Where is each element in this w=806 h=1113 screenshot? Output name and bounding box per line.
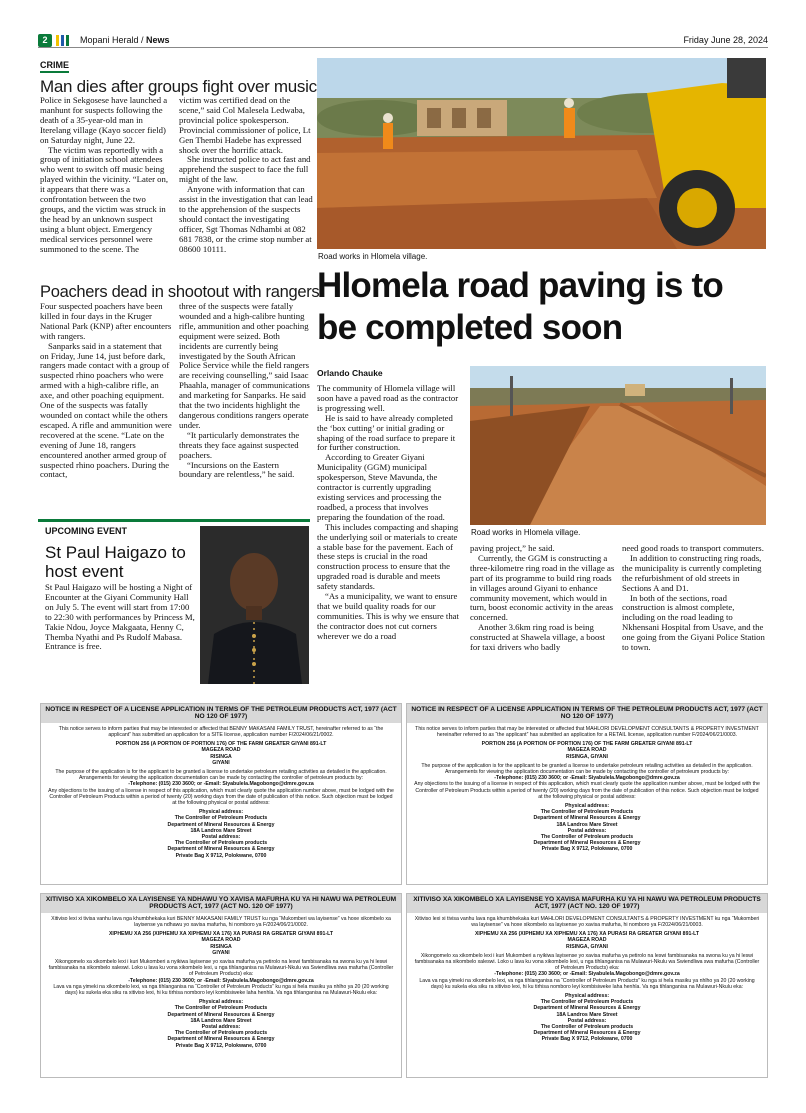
- paragraph: need good roads to transport commuters.: [622, 543, 764, 553]
- address-line: The Controller of Petroleum products: [540, 834, 634, 841]
- upcoming-event-text: St Paul Haigazo will be hosting a Night of Encounter at the Giyani Community Hall on July 5. The event will start from 17:00 to 22:30 with performances by Princess M, Takie Ndou, Joyce Makgaata, Henny C, Themba Nyathi and Ps Rudolf Mabasa. Entrance is free.: [45, 582, 195, 652]
- event-host-portrait: [200, 526, 309, 684]
- site-line: RISINGA, GIYANI: [566, 943, 608, 950]
- paragraph: She instructed police to act fast and apprehend the suspect to face the full might of the law.: [179, 154, 311, 185]
- address-line: The Controller of Petroleum Products: [540, 809, 634, 816]
- notice-contact: -Telephone: (015) 230 3600; or -Email: Siyabulela.Magobongo@dmre.gov.za: [128, 781, 314, 788]
- upcoming-event-box: [38, 519, 310, 684]
- main-column-b: [470, 544, 615, 653]
- notice-objection: Any objections to the issuing of a license in respect of this application, which must clearly quote the application number above, must be lodged with the Controller of Petroleum Products within a period of twenty (20) working days from the date of publication of this notice. Such objection must be lodged at the following physical or postal address:: [48, 787, 394, 807]
- address-line: Physical address:: [564, 803, 610, 810]
- story2-headline: Poachers dead in shootout with rangers: [40, 283, 320, 301]
- site-line: MAGEZA ROAD: [567, 937, 607, 944]
- notice-purpose: The purpose of the application is for the applicant to be granted a license to undertake petroleum retailing activities as detailed in the application. Arrangements for viewing the application documentation can be made by contacting the controller of petroleum products by:: [421, 762, 753, 776]
- section-name: News: [146, 35, 170, 45]
- address-line: Department of Mineral Resources & Energy: [533, 1030, 641, 1037]
- notice-intro: Xitiviso lexi xi tivisa vanhu lava nga khumbhekaka kuri MAHLORI DEVELOPMENT CONSULTANTS & PROPERTY INVESTMENT ku nga “Mukomberi wa layisense” va hoxe xikombelo xa layisense yo xavisa mafurha, hi nomboro ya F/2024/06/21/0003.: [414, 915, 760, 929]
- address-line: Physical address:: [198, 809, 244, 816]
- notice-address: [47, 809, 395, 859]
- notice-intro: This notice serves to inform parties that may be interested or affected that MAHLORI DEVELOPMENT CONSULTANTS & PROPERTY INVESTMENT hereinafter referred to as “the applicant” has submitted an application for a RETAIL license, application number F/2024/06/21/0003.: [415, 725, 759, 739]
- license-notice-2: [406, 703, 768, 885]
- address-line: Department of Mineral Resources & Energy: [167, 1011, 275, 1018]
- address-line: Private Bag X 9712, Polokwane, 0700: [175, 1042, 267, 1049]
- paragraph: Four suspected poachers have been killed in four days in the Kruger National Park (KNP) after encounters with rangers.: [40, 301, 172, 341]
- site-line: GIYANI: [212, 759, 230, 766]
- notice-objection: Lava va nga yimeki na xikombelo lexi, va nga tihlanganisa na “Controller of Petroleum Products” ku nga si hela masiku ya nhlho ya 20 (20 working days) ku sukela eka siku ra xitiviso lexi, hi ku tirhisa nomboro leyi kombisiweke laha henhla. Va nga tihlanganisa na Mulawuri-Nkulu eka:: [53, 983, 389, 997]
- site-line: RISINGA, GIYANI: [566, 753, 608, 760]
- notice-purpose: Xikongomelo xa xikombelo lexi i kuri Mukomberi a nyikiwa layisense yo xavisa mafurha ya petirolo na leswi fambisanaka na swona ku ya hi leswi fambisanaka na xikombelo xaleswi. Loko u lava ku vona xikombelo lexi, u nga tihlanganisa na Mulawuri-Nkulu wa Swiendliwa swa mafurha (Controller of Petroleum Products) eka:: [414, 952, 760, 972]
- address-line: Physical address:: [198, 999, 244, 1006]
- paragraph: Currently, the GGM is constructing a three-kilometre ring road in the village as part of its programme to build ring roads in villages around Giyani to enhance community movement, which would in turn, boost economic activity in the areas concerned.: [470, 552, 615, 623]
- paragraph: Police in Sekgosese have launched a manhunt for suspects following the death of a 35-year-old man in Iterelang village (Kayo soccer field) on Saturday night, June 22.: [40, 95, 168, 145]
- paragraph: three of the suspects were fatally wounded and a high-calibre hunting rifle, ammunition and other poaching equipment were seized. Both incidents are currently being investigated by the South African Police Service while the field rangers are receiving counselling,” said Isaac Phaahla, manager of communications and marketing for Sanparks. He said that the two incidents highlight the dangerous conditions rangers operate under.: [179, 301, 310, 430]
- notice-contact: -Telephone: (015) 230 3600; or -Email: Siyabulela.Magobongo@dmre.gov.za: [494, 971, 680, 978]
- photo2-caption: Road works in Hlomela village.: [471, 528, 581, 537]
- story1-column-2: [179, 96, 313, 255]
- paragraph: This includes compacting and shaping the underlying soil or materials to create a stable base for the pavement. Each of these steps is crucial in the road construction process to ensure that the upgraded road is durable and meets safety standards.: [317, 521, 459, 592]
- notice-address: [47, 999, 395, 1049]
- address-line: Private Bag X 9712, Polokwane, 0700: [541, 846, 633, 853]
- site-line: RISINGA: [210, 943, 232, 950]
- address-line: 18A Landros Mare Street: [190, 827, 252, 834]
- address-line: The Controller of Petroleum products: [540, 1024, 634, 1031]
- paragraph: Anyone with information that can assist in the investigation that can lead to the apprehension of the suspects should contact the investigating officer, Sgt Thomas Ndhambi at 082 681 7838, or the crime stop number at 08600 10111.: [179, 184, 313, 254]
- site-line: MAGEZA ROAD: [201, 937, 241, 944]
- notice-objection: Lava va nga yimeki na xikombelo lexi, va nga tihlanganisa na “Controller of Petroleum Products” ku nga si hela masiku ya nhlho ya 20 (20 working days) ku sukela eka siku ra xitiviso lexi, hi ku tirhisa nomboro leyi kombisiweke laha henhla. Va nga tihlanganisa na Mulawuri-Nkulu eka:: [419, 977, 755, 990]
- notice-site: [413, 741, 761, 760]
- address-line: Postal address:: [567, 827, 607, 834]
- address-line: Department of Mineral Resources & Energy: [533, 815, 641, 822]
- notice-address: [413, 803, 761, 853]
- notice-site: [47, 931, 395, 956]
- paragraph: According to Greater Giyani Municipality (GGM) municipal spokesperson, Steve Mavunda, the contractor is currently upgrading existing services and processing the roadbed, a process that involves preparing the foundation of the road.: [317, 452, 445, 522]
- address-line: Department of Mineral Resources & Energy: [167, 846, 275, 853]
- address-line: The Controller of Petroleum Products: [540, 999, 634, 1006]
- masthead: Mopani Herald / News: [80, 35, 170, 45]
- notice-title: XITIVISO XA XIKOMBELO XA LAYISENSE YA NDHAWU YO XAVISA MAFURHA KU YA HI NAWU WA PETROLEUM PRODUCTS ACT, 1977 (ACT NO. 120 OF 1977): [41, 894, 401, 913]
- paragraph: In both of the sections, road construction is almost complete, including on the road leading to Nkhensani Hospital from Usave, and the one going from the Giyani Police Station to town.: [622, 592, 765, 653]
- byline: Orlando Chauke: [317, 368, 383, 378]
- paragraph: Sanparks said in a statement that on Friday, June 14, just before dark, rangers made contact with a group of suspected rhino poachers who were armed with a high-calibre rifle, an axe, and other poaching equipment. One of the suspects was fatally wounded on contact while the others escaped. A rifle and ammunition were recovered at the scene. “Late on the evening of June 18, rangers encountered another armed group of suspected rhino poachers. During the contact,: [40, 340, 172, 480]
- notice-title: NOTICE IN RESPECT OF A LICENSE APPLICATION IN TERMS OF THE PETROLEUM PRODUCTS ACT, 1977 (ACT NO 120 OF 1977): [407, 704, 767, 723]
- site-line: PORTION 256 (A PORTION OF PORTION 176) OF THE FARM GREATER GIYANI 891-LT: [115, 741, 327, 748]
- site-line: GIYANI: [212, 949, 230, 956]
- site-line: PORTION 256 (A PORTION OF PORTION 176) OF THE FARM GREATER GIYANI 891-LT: [481, 741, 693, 748]
- notice-purpose: The purpose of the application is for the applicant to be granted a license to undertake petroleum retailing activities as detailed in the application. Arrangements for viewing the application documentation can be made by contacting the controller of petroleum products by:: [55, 769, 387, 782]
- paragraph: “As a municipality, we want to ensure that we build quality roads for our communities. This is why we ensure that the contractor does not cut corners wherever we do a road: [317, 591, 459, 641]
- story1-column-1: [40, 96, 172, 255]
- upcoming-event-tag: UPCOMING EVENT: [45, 526, 128, 536]
- license-notice-3: [40, 893, 402, 1078]
- paper-name: Mopani Herald: [80, 35, 139, 45]
- paragraph: The victim was reportedly with a group of initiation school attendees who went to switch off music being played within the vicinity. “Later on, it appears that there was a confrontation between the two groups, and the victim was struck in the head by an unknown suspect using a blunt object. Emergency medical services personnel were summoned to the scene. The: [40, 144, 169, 254]
- site-line: XIPHEMU XA 256 (XIPHEMU XA XIPHEMU XA 176) XA PURASI RA GREATER GIYANI 891-LT: [108, 931, 334, 938]
- address-line: 18A Landros Mare Street: [556, 1011, 618, 1018]
- flag-green-stripe: [66, 35, 69, 46]
- main-column-c: [622, 544, 768, 653]
- address-line: The Controller of Petroleum Products: [174, 1005, 268, 1012]
- flag-yellow-stripe: [56, 35, 59, 46]
- address-line: 18A Landros Mare Street: [556, 821, 618, 828]
- address-line: Department of Mineral Resources & Energy: [533, 840, 641, 847]
- address-line: Department of Mineral Resources & Energy: [167, 1036, 275, 1043]
- address-line: The Controller of Petroleum Products: [174, 815, 268, 822]
- issue-date: Friday June 28, 2024: [683, 35, 768, 45]
- portrait-illustration: [200, 526, 309, 684]
- main-headline: Hlomela road paving is to be completed soon: [317, 266, 723, 347]
- page-number: 2: [38, 34, 52, 47]
- paragraph: “It particularly demonstrates the threats they face against suspected poachers.: [179, 429, 300, 460]
- crime-section-tag: CRIME: [40, 60, 69, 73]
- notice-address: [413, 993, 761, 1043]
- address-line: The Controller of Petroleum products: [174, 840, 268, 847]
- road-surface-illustration: [470, 366, 766, 525]
- notice-site: [47, 741, 395, 766]
- paragraph: The community of Hlomela village will soon have a paved road as the contractor is progressing well.: [317, 383, 459, 413]
- site-line: MAGEZA ROAD: [201, 747, 241, 754]
- page-header: [38, 34, 768, 48]
- license-notice-1: [40, 703, 402, 885]
- paragraph: victim was certified dead on the scene,” said Col Malesela Ledwaba, provincial police spokesperson. Provincial commissioner of police, Lt Gen Thembi Hadebe has expressed shock over the horrific attack.: [179, 95, 311, 155]
- notice-intro: This notice serves to inform parties that may be interested or affected that BENNY MAKASANI FAMILY TRUST, hereinafter referred to as “the applicant” has submitted an application for a SITE license, application number F/2024/06/21/0002.: [58, 725, 384, 739]
- paragraph: “Incursions on the Eastern boundary are relentless,” he said.: [179, 459, 295, 480]
- address-line: Postal address:: [201, 834, 241, 841]
- address-line: Private Bag X 9712, Polokwane, 0700: [175, 852, 267, 859]
- flag-blue-stripe: [61, 35, 64, 46]
- paragraph: Another 3.6km ring road is being constructed at Shawela village, a boost for taxi drivers who badly: [470, 622, 606, 653]
- road-works-photo-1: [317, 58, 766, 249]
- site-line: XIPHEMU XA 256 (XIPHEMU XA XIPHEMU XA 176) XA PURASI RA GREATER GIYANI 891-LT: [474, 931, 700, 938]
- address-line: Department of Mineral Resources & Energy: [167, 821, 275, 828]
- address-line: Department of Mineral Resources & Energy: [533, 1005, 641, 1012]
- notice-purpose: Xikongomelo xa xikombelo lexi i kuri Mukomberi a nyikiwa layisense yo xavisa mafurha ya petirolo na leswi fambisanaka na swona ku ya hi leswi fambisanaka na xikombelo xaleswi. Loko u lava ku vona xikombelo lexi, u nga tihlanganisa na Mulawuri-Nkulu wa Swiendliwa swa mafurha (Controller of Petroleum Products) eka:: [48, 959, 394, 978]
- address-line: Postal address:: [201, 1024, 241, 1031]
- photo1-caption: Road works in Hlomela village.: [318, 252, 428, 261]
- address-line: Physical address:: [564, 993, 610, 1000]
- site-line: RISINGA: [210, 753, 232, 760]
- road-works-illustration: [317, 58, 766, 249]
- site-line: MAGEZA ROAD: [567, 747, 607, 754]
- story2-column-2: [179, 302, 313, 480]
- license-notice-4: [406, 893, 768, 1078]
- story2-column-1: [40, 302, 172, 480]
- notice-objection: Any objections to the issuing of a license in respect of this application, which must clearly quote the application number above, must be lodged with the Controller of Petroleum Products within a period of twenty (20) working days from the date of publication of this notice. Such objection must be lodged at the following physical or postal address:: [414, 781, 760, 800]
- road-works-photo-2: [470, 366, 766, 525]
- main-column-a: [317, 384, 460, 642]
- notice-title: XITIVISO XA XIKOMBELO XA LAYISENSE YO XAVISA MAFURHA KU YA HI NAWU WA PETROLEUM PRODUCTS ACT, 1977 (ACT NO. 120 OF 1977): [407, 894, 767, 913]
- notice-site: [413, 931, 761, 950]
- address-line: Postal address:: [567, 1017, 607, 1024]
- address-line: The Controller of Petroleum products: [174, 1030, 268, 1037]
- paragraph: In addition to constructing ring roads, the municipality is currently completing the refurbishment of old streets in Sections A and D1.: [622, 552, 762, 593]
- paragraph: paving project,” he said.: [470, 543, 555, 553]
- address-line: 18A Landros Mare Street: [190, 1017, 252, 1024]
- notice-intro: Xitiviso lexi xi tivisa vanhu lava nga khumbhekaka kuri BENNY MAKASANI FAMILY TRUST ku nga “Mukomberi wa layisense” va hoxe xikombelo xa layisense ya ndhawu yo xavisa mafurha, hi nomboro ya F/2024/06/21/0002.: [51, 915, 391, 929]
- address-line: Private Bag X 9712, Polokwane, 0700: [541, 1036, 633, 1043]
- notice-contact: -Telephone: (015) 230 3600; or -Email: Siyabulela.Magobongo@dmre.gov.za: [128, 977, 314, 984]
- upcoming-event-title: St Paul Haigazo to host event: [45, 543, 186, 581]
- notice-contact: -Telephone: (015) 230 3600; or -Email: Siyabulela.Magobongo@dmre.gov.za: [494, 775, 680, 782]
- notice-title: NOTICE IN RESPECT OF A LICENSE APPLICATION IN TERMS OF THE PETROLEUM PRODUCTS ACT, 1977 (ACT NO 120 OF 1977): [41, 704, 401, 723]
- story1-headline: Man dies after groups fight over music: [40, 77, 317, 96]
- paragraph: He is said to have already completed the ‘box cutting’ or initial grading or shaping of the road surface to prepare it for further construction.: [317, 412, 456, 453]
